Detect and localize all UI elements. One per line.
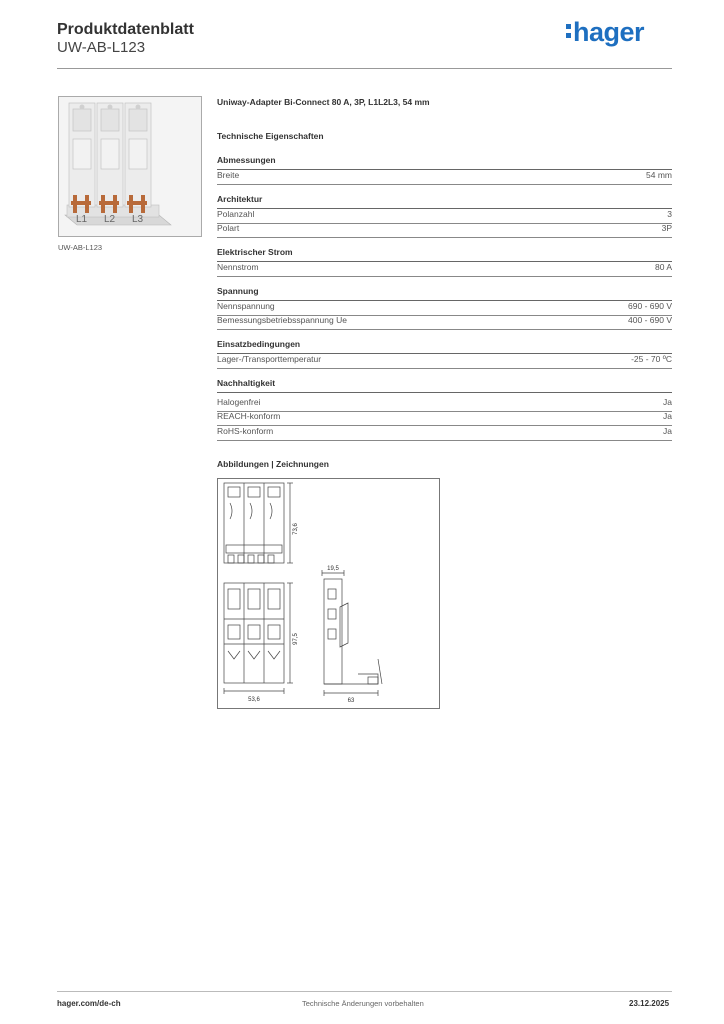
group-architektur-title: Architektur xyxy=(217,194,672,209)
spec-label: Breite xyxy=(217,170,240,180)
dim-front-height: 97,5 xyxy=(293,633,299,645)
technical-drawing xyxy=(217,478,440,709)
spec-value: Ja xyxy=(663,397,672,407)
group-spannung-title: Spannung xyxy=(217,286,672,301)
spec-row xyxy=(217,426,672,441)
spec-row xyxy=(217,223,672,238)
spec-row xyxy=(217,209,672,224)
tech-properties-title: Technische Eigenschaften xyxy=(217,131,324,141)
footer-divider xyxy=(57,991,672,992)
terminal-label-l1: L1 xyxy=(76,214,88,225)
spec-row xyxy=(217,262,672,277)
spec-value: Ja xyxy=(663,411,672,421)
spec-value: Ja xyxy=(663,426,672,436)
spec-row xyxy=(217,411,672,426)
spec-label: Bemessungsbetriebsspannung Ue xyxy=(217,315,347,325)
spec-value: 3P xyxy=(661,223,672,233)
drawings-title: Abbildungen | Zeichnungen xyxy=(217,459,329,469)
spec-row xyxy=(217,315,672,330)
spec-label: RoHS-konform xyxy=(217,426,274,436)
spec-row xyxy=(217,170,672,185)
header-divider xyxy=(57,68,672,69)
terminal-label-l2: L2 xyxy=(104,214,116,225)
spec-row xyxy=(217,354,672,369)
product-photo-illustration xyxy=(59,97,201,236)
spec-label: Halogenfrei xyxy=(217,397,261,407)
group-einsatz-title: Einsatzbedingungen xyxy=(217,339,672,354)
spec-label: Polanzahl xyxy=(217,209,255,219)
brand-logo xyxy=(566,17,644,48)
dim-top-height: 73,6 xyxy=(293,523,299,535)
page-title: Produktdatenblatt xyxy=(57,21,194,38)
spec-value: -25 - 70 ºC xyxy=(631,354,672,364)
technical-drawing-svg xyxy=(218,479,439,708)
spec-label: Lager-/Transporttemperatur xyxy=(217,354,322,364)
product-photo xyxy=(58,96,202,237)
terminal-label-l3: L3 xyxy=(132,214,144,225)
spec-value: 80 A xyxy=(654,262,672,272)
spec-label: Nennspannung xyxy=(217,301,275,311)
group-nachhaltigkeit-title: Nachhaltigkeit xyxy=(217,378,672,393)
dim-side-width: 63 xyxy=(347,698,355,704)
photo-caption: UW-AB-L123 xyxy=(58,243,103,252)
logo-dots-icon xyxy=(566,23,571,39)
footer-website-link[interactable]: hager.com/de-ch xyxy=(57,999,121,1008)
spec-value: 3 xyxy=(667,209,672,219)
spec-label: Polart xyxy=(217,223,240,233)
group-strom-title: Elektrischer Strom xyxy=(217,247,672,262)
spec-value: 400 - 690 V xyxy=(628,315,672,325)
brand-name: hager xyxy=(573,17,645,47)
product-code: UW-AB-L123 xyxy=(57,39,146,56)
group-abmessungen-title: Abmessungen xyxy=(217,155,672,170)
product-name: Uniway-Adapter Bi-Connect 80 A, 3P, L1L2L3, 54 mm xyxy=(217,97,430,107)
spec-value: 54 mm xyxy=(646,170,672,180)
footer-notice: Technische Änderungen vorbehalten xyxy=(302,999,424,1008)
spec-row xyxy=(217,301,672,316)
spec-label: REACH-konform xyxy=(217,411,281,421)
spec-value: 690 - 690 V xyxy=(628,301,672,311)
footer-date: 23.12.2025 xyxy=(629,999,670,1008)
spec-label: Nennstrom xyxy=(217,262,259,272)
spec-row xyxy=(217,397,672,412)
dim-front-width: 53,6 xyxy=(248,697,260,703)
dim-side-top: 19,5 xyxy=(327,566,339,572)
